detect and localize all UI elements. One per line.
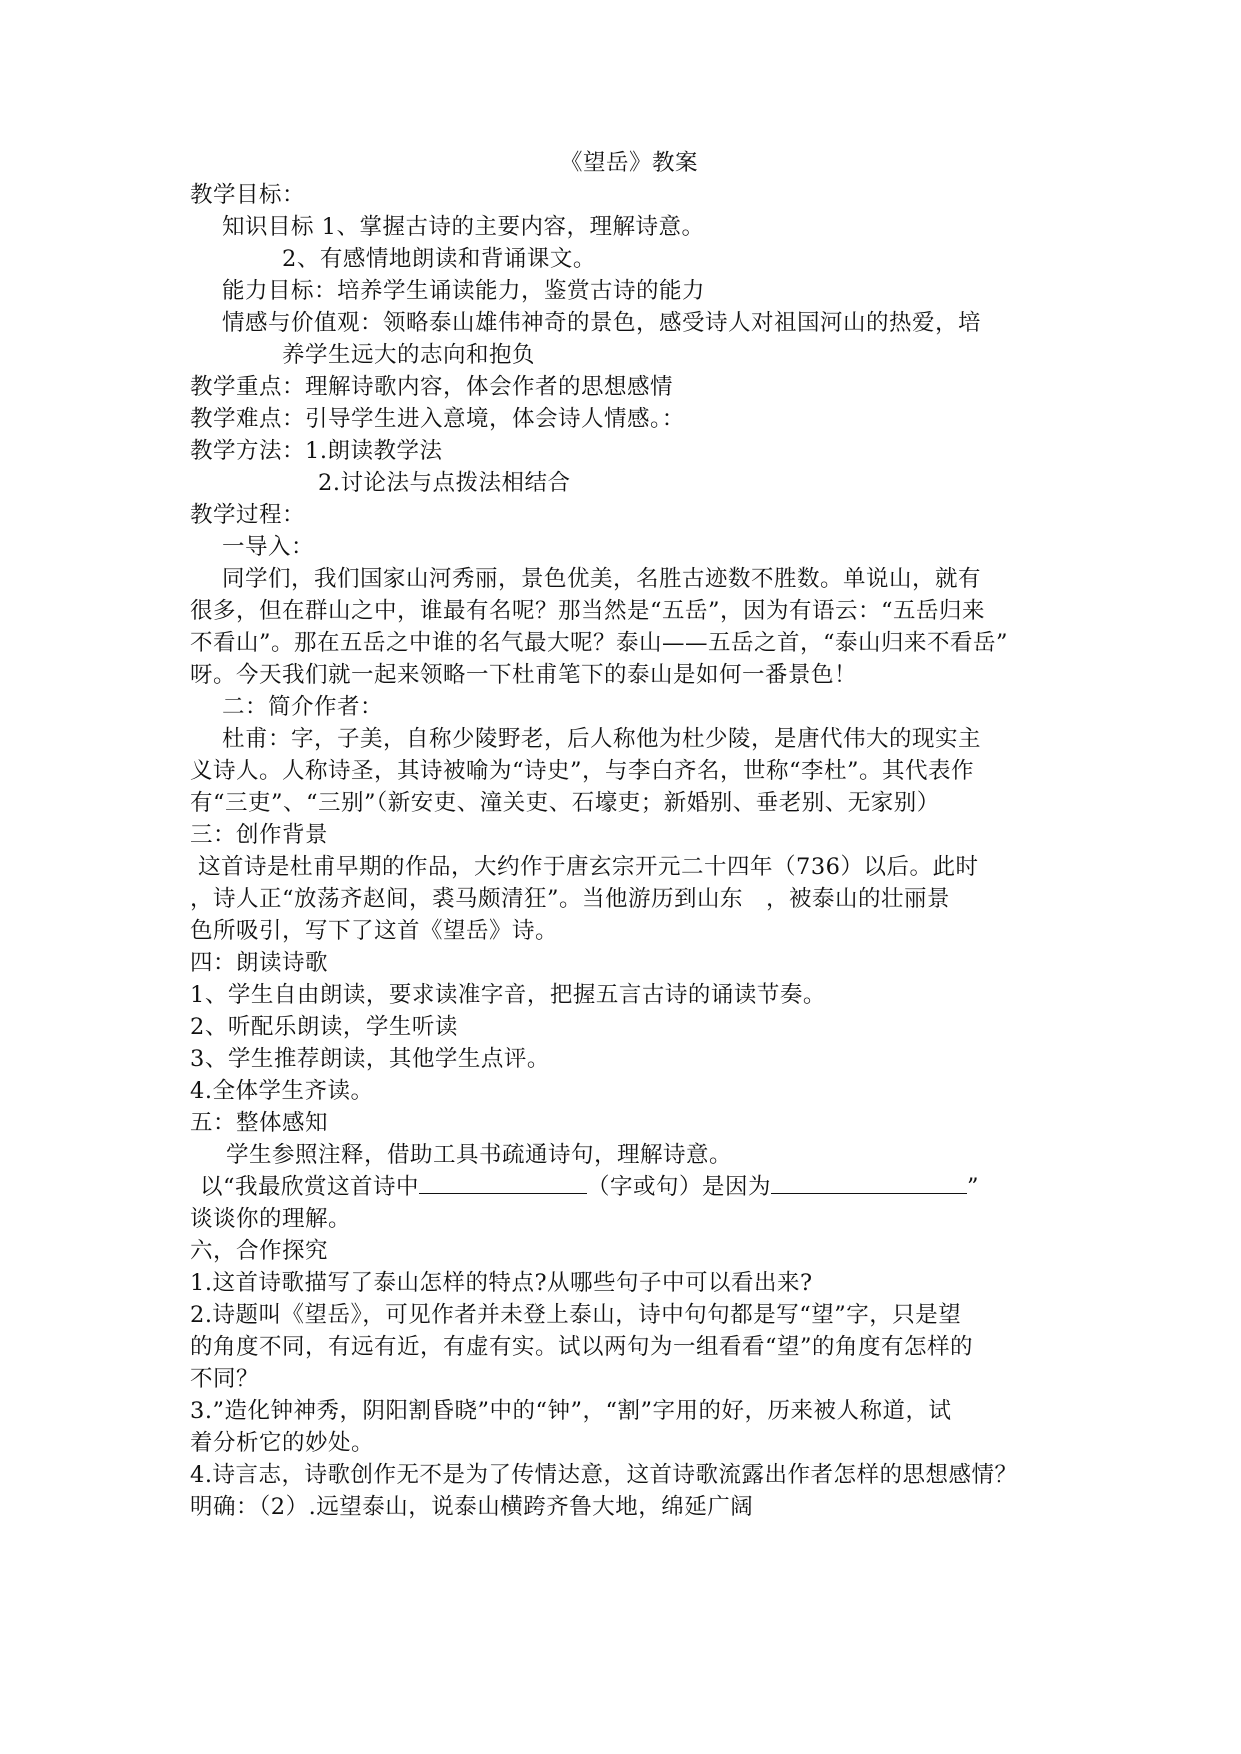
document-title: 《望岳》教案 [560,150,699,176]
process-heading: 教学过程： [190,502,306,528]
author-heading: 二：简介作者： [222,694,384,720]
teaching-method-2: 2.讨论法与点拨法相结合 [318,470,571,496]
key-point: 教学重点：理解诗歌内容，体会作者的思想感情 [190,374,674,400]
intro-paragraph-line: 很多，但在群山之中，谁最有名呢？那当然是“五岳”，因为有语云：“五岳归来 [190,598,986,624]
teaching-method-1: 教学方法：1.朗读教学法 [190,438,443,464]
perception-followup: 谈谈你的理解。 [190,1206,352,1232]
answer-blank-2 [771,1171,967,1194]
emotion-objective-line-1: 情感与价值观：领略泰山雄伟神奇的景色，感受诗人对祖国河山的热爱，培 [222,310,982,336]
background-paragraph-line: 色所吸引，写下了这首《望岳》诗。 [190,918,559,944]
reading-step: 3、学生推荐朗读，其他学生点评。 [190,1046,550,1072]
intro-paragraph-line: 呀。今天我们就一起来领略一下杜甫笔下的泰山是如何一番景色！ [190,662,858,688]
intro-heading: 一导入： [222,534,315,560]
reading-step: 1、学生自由朗读，要求读准字音，把握五言古诗的诵读节奏。 [190,982,826,1008]
perception-heading: 五：整体感知 [190,1110,329,1136]
background-heading: 三：创作背景 [190,822,329,848]
ability-objective: 能力目标：培养学生诵读能力，鉴赏古诗的能力 [222,278,706,304]
reading-step: 4.全体学生齐读。 [190,1078,374,1104]
inquiry-question-line: 1.这首诗歌描写了泰山怎样的特点?从哪些句子中可以看出来? [190,1270,813,1296]
background-paragraph-line: 这首诗是杜甫早期的作品，大约作于唐玄宗开元二十四年（736）以后。此时 [198,854,979,880]
inquiry-question-line: 的角度不同，有远有近，有虚有实。试以两句为一组看看“望”的角度有怎样的 [190,1334,974,1360]
prompt-text-middle: （字或句）是因为 [587,1174,772,1200]
knowledge-objective-2: 2、有感情地朗读和背诵课文。 [282,246,596,272]
prompt-text-start: 以“我最欣赏这首诗中 [200,1174,420,1200]
background-paragraph-line: ，诗人正“放荡齐赵间，裘马颇清狂”。当他游历到山东 ，被泰山的壮丽景 [190,886,951,912]
inquiry-question-line: 2.诗题叫《望岳》，可见作者并未登上泰山，诗中句句都是写“望”字，只是望 [190,1302,962,1328]
inquiry-question-line: 3.”造化钟神秀，阴阳割昏晓”中的“钟”，“割”字用的好，历来被人称道，试 [190,1398,952,1424]
inquiry-heading: 六，合作探究 [190,1238,329,1264]
author-paragraph-line: 义诗人。人称诗圣，其诗被喻为“诗史”，与李白齐名，世称“李杜”。其代表作 [190,758,975,784]
difficulty: 教学难点：引导学生进入意境，体会诗人情感。： [190,406,685,432]
answer-blank-1 [419,1171,587,1194]
perception-fill-in-prompt [200,1171,979,1203]
reading-heading: 四：朗读诗歌 [190,950,329,976]
knowledge-objective-1: 知识目标 1、掌握古诗的主要内容，理解诗意。 [222,214,705,240]
intro-paragraph-line: 不看山”。那在五岳之中谁的名气最大呢？泰山——五岳之首，“泰山归来不看岳” [190,630,1009,656]
inquiry-question-line: 着分析它的妙处。 [190,1430,375,1456]
author-paragraph-line: 有“三吏”、“三别”（新安吏、潼关吏、石壕吏；新婚别、垂老别、无家别） [190,790,940,816]
author-paragraph-line: 杜甫：字，子美，自称少陵野老，后人称他为杜少陵，是唐代伟大的现实主 [222,726,982,752]
reading-step: 2、听配乐朗读，学生听读 [190,1014,458,1040]
perception-instruction: 学生参照注释，借助工具书疏通诗句，理解诗意。 [226,1142,733,1168]
intro-paragraph-line: 同学们，我们国家山河秀丽，景色优美，名胜古迹数不胜数。单说山，就有 [222,566,982,592]
emotion-objective-line-2: 养学生远大的志向和抱负 [282,342,536,368]
inquiry-question-line: 不同？ [190,1366,260,1392]
prompt-text-end: ” [967,1174,980,1200]
objectives-heading: 教学目标： [190,182,306,208]
inquiry-answer-line: 明确：（2）.远望泰山，说泰山横跨齐鲁大地，绵延广阔 [190,1494,754,1520]
inquiry-question-line: 4.诗言志，诗歌创作无不是为了传情达意，这首诗歌流露出作者怎样的思想感情？ [190,1462,1018,1488]
